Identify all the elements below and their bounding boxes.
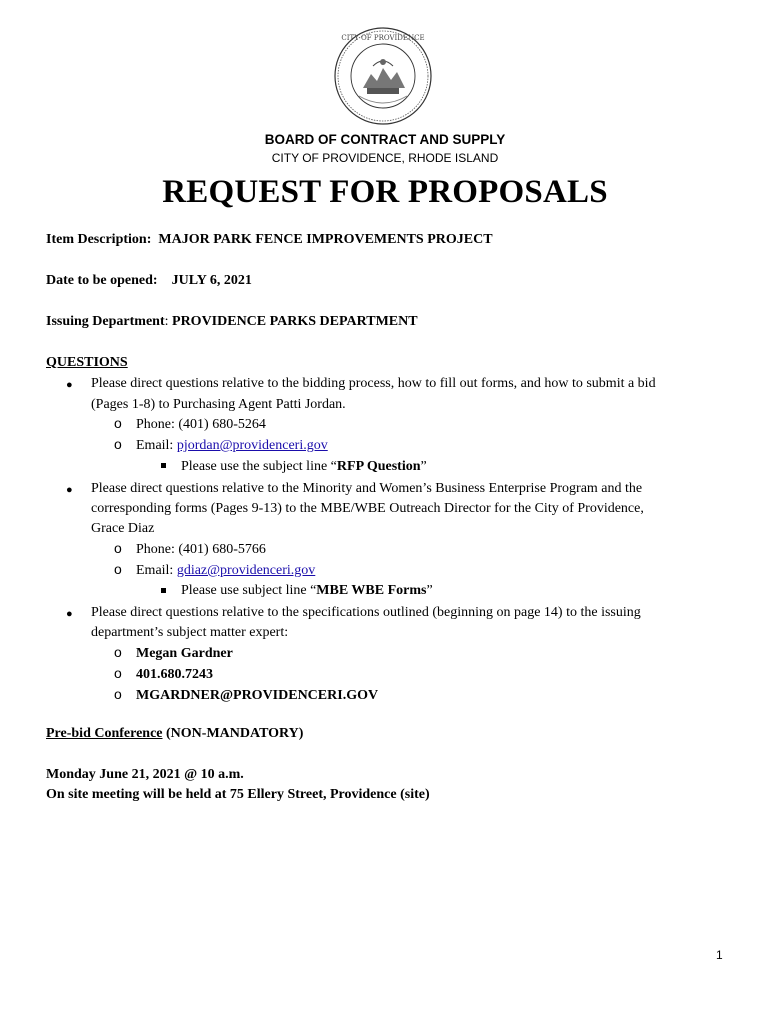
circle-bullet-icon: o: [114, 686, 122, 702]
issuing-department: Issuing Department: PROVIDENCE PARKS DEPARTMENT: [46, 314, 418, 329]
page-number: 1: [716, 948, 723, 962]
page-title: REQUEST FOR PROPOSALS: [162, 174, 608, 210]
circle-bullet-icon: o: [114, 436, 122, 452]
prebid-heading: Pre-bid Conference (NON-MANDATORY): [46, 726, 304, 741]
q1-line1: Please direct questions relative to the bidding process, how to fill out forms, and how to submit a bid: [91, 376, 656, 391]
q3-email: MGARDNER@PROVIDENCERI.GOV: [136, 688, 379, 703]
svg-text:CITY OF PROVIDENCE: CITY OF PROVIDENCE: [341, 34, 425, 42]
q3-name: Megan Gardner: [136, 646, 233, 661]
circle-bullet-icon: o: [114, 644, 122, 660]
bullet-icon: ●: [66, 608, 73, 620]
q2-phone: Phone: (401) 680-5766: [136, 542, 266, 557]
prebid-date: Monday June 21, 2021 @ 10 a.m.: [46, 767, 244, 782]
date-opened: Date to be opened: JULY 6, 2021: [46, 273, 252, 288]
q1-subject: Please use the subject line “RFP Question”: [181, 459, 427, 474]
bullet-icon: ●: [66, 379, 73, 391]
q2-line3: Grace Diaz: [91, 521, 155, 536]
circle-bullet-icon: o: [114, 540, 122, 556]
q1-email-link[interactable]: pjordan@providenceri.gov: [176, 438, 328, 453]
q2-email-link[interactable]: gdiaz@providenceri.gov: [176, 563, 316, 578]
questions-heading: QUESTIONS: [46, 355, 128, 370]
item-description: Item Description: MAJOR PARK FENCE IMPROVEMENTS PROJECT: [46, 232, 493, 247]
q1-line2: (Pages 1-8) to Purchasing Agent Patti Jordan.: [91, 397, 346, 412]
q2-line1: Please direct questions relative to the Minority and Women’s Business Enterprise Program and the: [91, 481, 643, 496]
board-heading: BOARD OF CONTRACT AND SUPPLY: [264, 132, 506, 147]
prebid-location: On site meeting will be held at 75 Ellery Street, Providence (site): [46, 787, 430, 802]
q1-phone: Phone: (401) 680-5264: [136, 417, 266, 432]
circle-bullet-icon: o: [114, 415, 122, 431]
q2-subject: Please use subject line “MBE WBE Forms”: [181, 583, 433, 598]
q1-email: Email: pjordan@providenceri.gov: [136, 438, 328, 453]
q2-line2: corresponding forms (Pages 9-13) to the MBE/WBE Outreach Director for the City of Providence,: [91, 501, 644, 516]
q2-email: Email: gdiaz@providenceri.gov: [136, 563, 316, 578]
circle-bullet-icon: o: [114, 665, 122, 681]
city-seal: [333, 26, 433, 126]
square-bullet-icon: [161, 588, 166, 593]
q3-phone: 401.680.7243: [136, 667, 213, 682]
circle-bullet-icon: o: [114, 561, 122, 577]
q3-line1: Please direct questions relative to the specifications outlined (beginning on page 14) to the issuing: [91, 605, 641, 620]
q3-line2: department’s subject matter expert:: [91, 625, 289, 640]
square-bullet-icon: [161, 463, 166, 468]
bullet-icon: ●: [66, 484, 73, 496]
city-subheading: CITY OF PROVIDENCE, RHODE ISLAND: [271, 151, 499, 165]
